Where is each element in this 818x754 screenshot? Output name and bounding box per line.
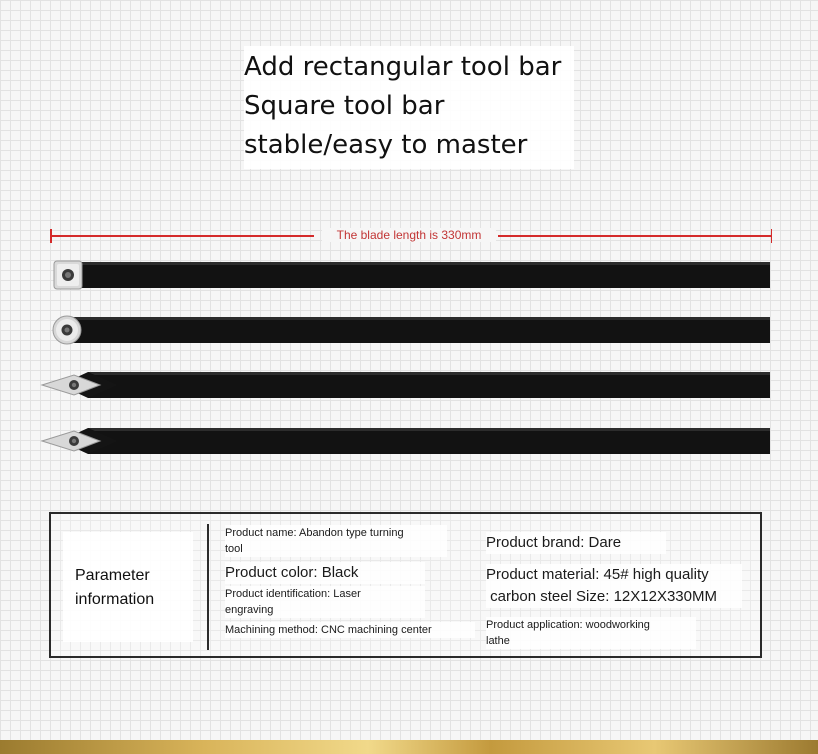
headline-line-1: Add rectangular tool bar (244, 52, 562, 82)
product-material (486, 564, 742, 608)
product-name-line-1: Product name: Abandon type turning (225, 527, 404, 539)
product-brand: Product brand: Dare (486, 532, 666, 554)
product-material-line-2: carbon steel Size: 12X12X330MM (486, 588, 717, 605)
blade-length-dimension (50, 226, 772, 246)
product-identification-line-1: Product identification: Laser (225, 588, 361, 600)
tool-round-insert (40, 313, 772, 347)
dimension-rule-left (50, 235, 314, 237)
product-application-line-2: lathe (486, 635, 510, 647)
tool-diamond-insert-2 (40, 424, 772, 458)
product-material-line-1: Product material: 45# high quality (486, 566, 709, 583)
product-color: Product color: Black (225, 562, 425, 584)
tool-square-insert (40, 258, 772, 292)
dimension-tick-right (771, 229, 773, 243)
headline-line-2: Square tool bar (244, 91, 445, 121)
headline-line-3: stable/easy to master (244, 130, 528, 160)
product-application-line-1: Product application: woodworking (486, 619, 650, 631)
product-identification (225, 586, 425, 618)
gold-footer-band (0, 740, 818, 754)
dimension-rule-right (498, 235, 772, 237)
product-identification-line-2: engraving (225, 604, 274, 616)
parameter-title (75, 564, 195, 612)
parameter-title-line-1: Parameter (75, 567, 150, 584)
tool-diamond-insert-1 (40, 368, 772, 402)
machining-method: Machining method: CNC machining center (225, 622, 475, 638)
dimension-label: The blade length is 330mm (322, 228, 496, 242)
headline (244, 46, 574, 169)
product-name (225, 525, 447, 557)
parameter-title-line-2: information (75, 591, 155, 608)
parameter-panel (49, 512, 762, 658)
parameter-divider (207, 524, 209, 650)
product-application (486, 617, 696, 649)
product-name-line-2: tool (225, 543, 243, 555)
